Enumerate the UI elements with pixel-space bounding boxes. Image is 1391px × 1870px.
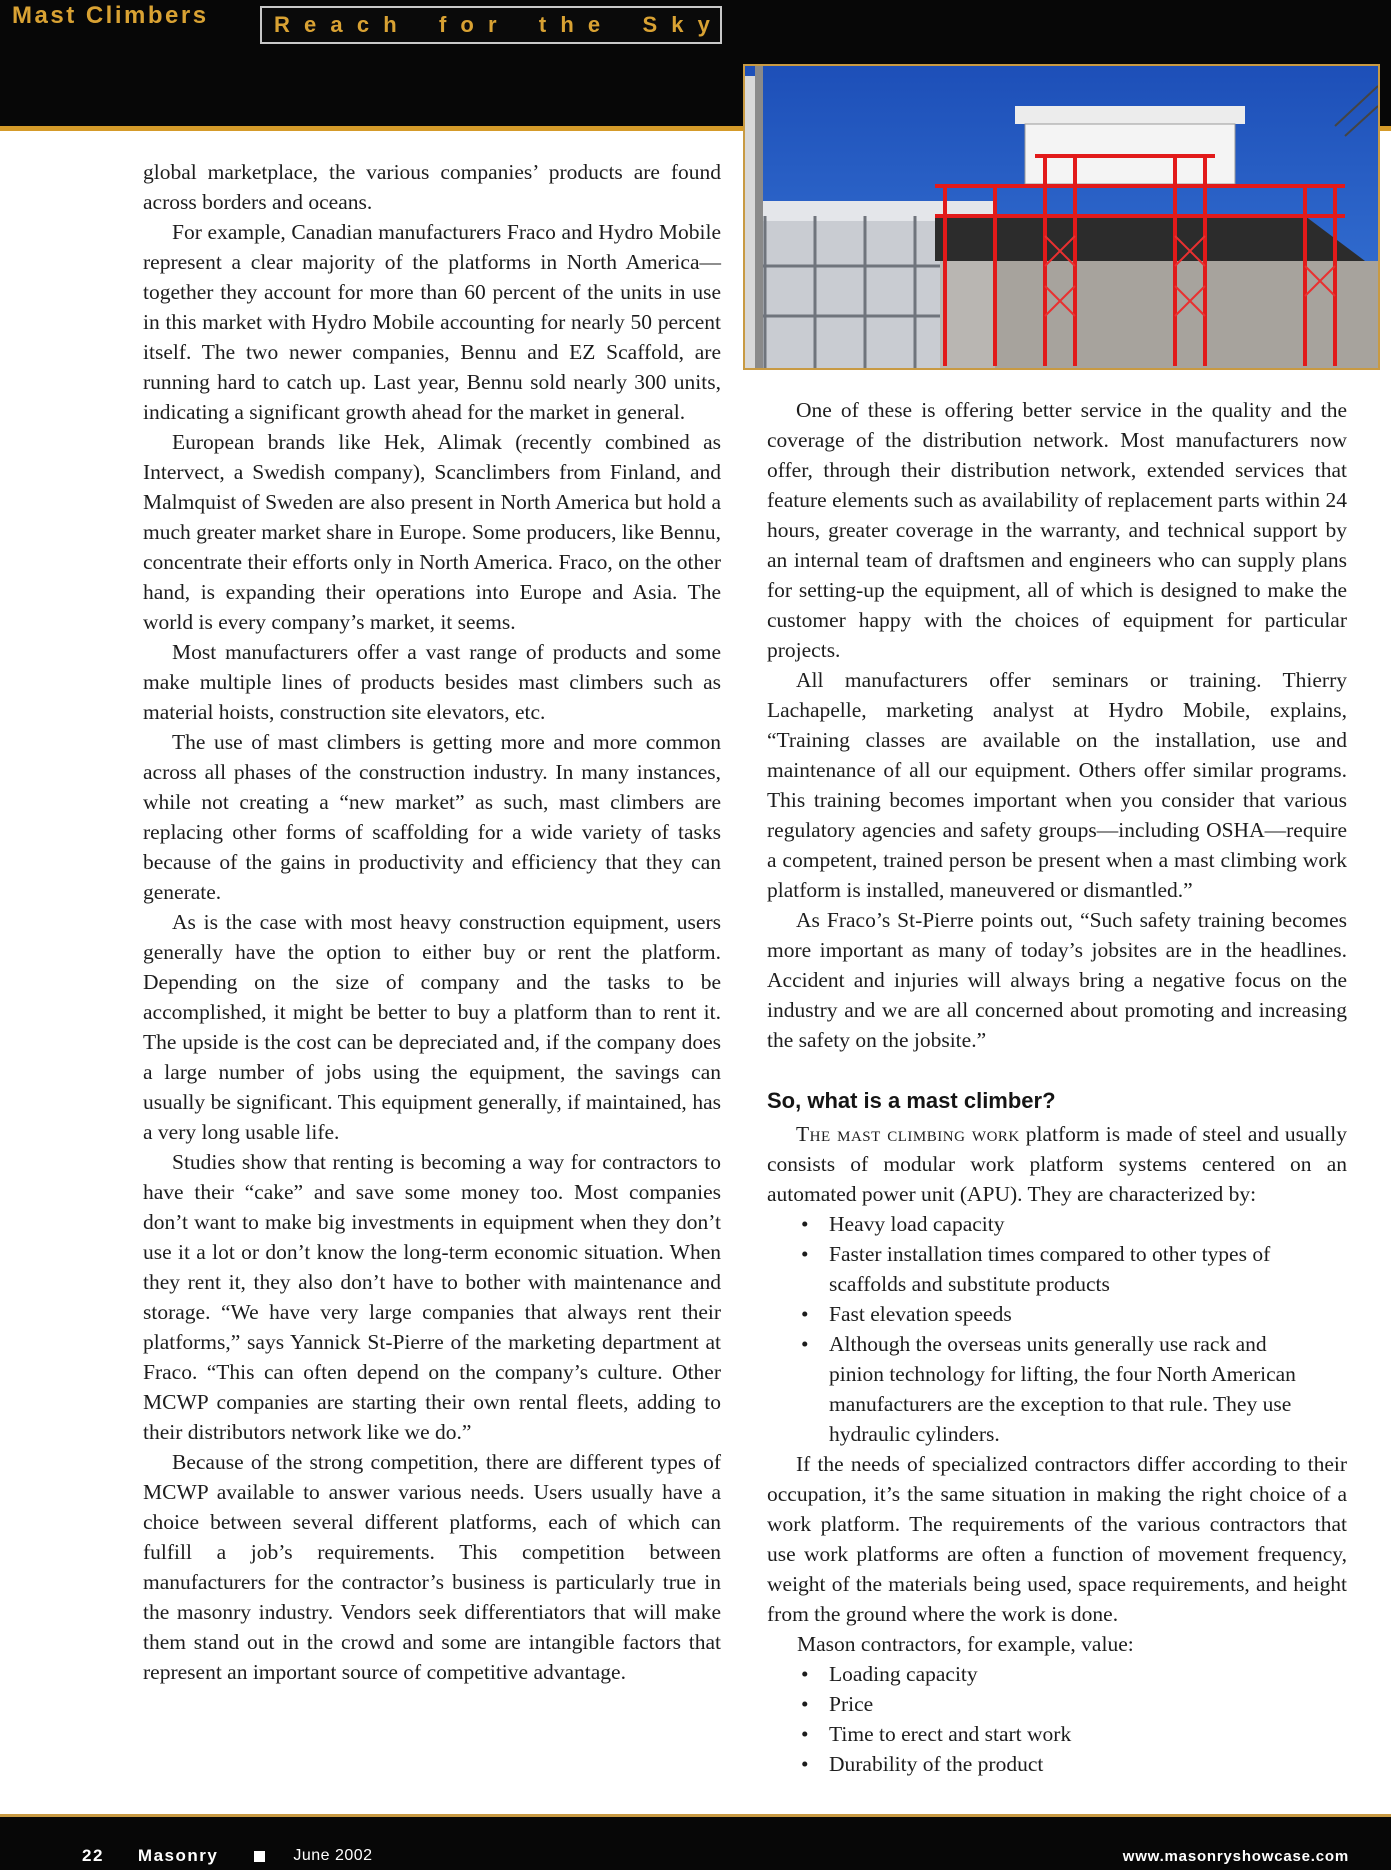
bullet: •: [801, 1302, 809, 1326]
series-letter: e: [304, 12, 317, 37]
list-item: [767, 1209, 1347, 1239]
lead-in-smallcaps: The mast climbing work: [796, 1122, 1020, 1146]
list-item: [767, 1329, 1347, 1449]
list-item-text: Price: [829, 1692, 874, 1716]
footer-rule: [0, 1814, 1391, 1817]
series-letter: h: [560, 12, 574, 37]
section-heading: So, what is a mast climber?: [767, 1088, 1056, 1113]
bullet: •: [801, 1692, 809, 1716]
right-column: [767, 395, 1347, 1779]
series-letter: c: [356, 12, 370, 37]
paragraph: As is the case with most heavy construction equipment, users generally have the option to either buy or rent the platform. Depending on the size of company and the tasks to be accomplished, it might be better to buy a platform than to rent it. The upside is the cost can be depreciated and, if the company does a large number of jobs using the equipment, the savings can usually be significant. This equipment generally, if maintained, has a very long usable life.: [143, 910, 721, 1144]
characteristics-list: [767, 1209, 1347, 1449]
paragraph: Because of the strong competition, there are different types of MCWP available to answer various needs. Users usually have a choice between several different platforms, each of which can fulfill a job’s requirements. This competition between manufacturers for the contractor’s business is particularly true in the masonry industry. Vendors seek differentiators that will make them stand out in the crowd and some are intangible factors that represent an important source of competitive advantage.: [143, 1450, 721, 1684]
lead-in-text: platform is made of steel and usually consists of modular work platform systems centered on an automated power unit (APU). They are characterized by:: [767, 1122, 1348, 1206]
mason-values-list: [767, 1659, 1347, 1779]
section-title: Mast Climbers: [12, 2, 209, 29]
series-letter: S: [642, 12, 658, 37]
issue-date: June 2002: [293, 1847, 373, 1864]
series-letter: r: [488, 12, 497, 37]
list-item: [767, 1659, 1347, 1689]
list-item: [767, 1749, 1347, 1779]
list-item-text: Although the overseas units generally use rack and pinion technology for lifting, the four North American manufacturers are the exception to that rule. They use hydraulic cylinders.: [829, 1332, 1296, 1446]
bullet: •: [801, 1212, 809, 1236]
paragraph: One of these is offering better service in the quality and the coverage of the distribution network. Most manufacturers now offer, through their distribution network, extended services that feature elements such as availability of replacement parts within 24 hours, greater coverage in the warranty, and technical support by an internal team of draftsmen and engineers who can supply plans for setting-up the equipment, all of which is designed to make the customer happy with the choices of equipment for particular projects.: [767, 398, 1347, 662]
mast-climber-photo: [743, 64, 1380, 370]
magazine-name: Masonry: [137, 1846, 219, 1865]
paragraph: [767, 1119, 1347, 1209]
bullet: •: [801, 1722, 809, 1746]
paragraph: The use of mast climbers is getting more and more common across all phases of the construction industry. In many instances, while not creating a “new market” as such, mast climbers are replacing other forms of scaffolding for a wide variety of tasks because of the gains in productivity and efficiency that they can generate.: [143, 730, 721, 904]
footer-url[interactable]: www.masonryshowcase.com: [1122, 1848, 1349, 1865]
footer-square-icon: [254, 1851, 265, 1862]
bullet: •: [801, 1752, 809, 1776]
series-letter: e: [587, 12, 601, 37]
paragraph: All manufacturers offer seminars or training. Thierry Lachapelle, marketing analyst at Hydro Mobile, explains, “Training classes are available on the installation, use and maintenance of all our equipment. Others offer similar programs. This training becomes important when you consider that various regulatory agencies and safety groups—including OSHA—require a competent, trained person be present when a mast climbing work platform is installed, maneuvered or dismantled.”: [767, 668, 1347, 902]
list-item-text: Loading capacity: [829, 1662, 978, 1686]
list-item: [767, 1719, 1347, 1749]
list-item-text: Fast elevation speeds: [829, 1302, 1012, 1326]
list-item-text: Faster installation times compared to other types of scaffolds and substitute products: [829, 1242, 1271, 1296]
paragraph: Mason contractors, for example, value:: [797, 1632, 1134, 1656]
series-letter: t: [538, 12, 547, 37]
bullet: •: [801, 1242, 809, 1266]
list-item-text: Time to erect and start work: [829, 1722, 1072, 1746]
series-letter: k: [671, 12, 684, 37]
list-item-text: Heavy load capacity: [829, 1212, 1005, 1236]
list-item: [767, 1689, 1347, 1719]
bullet: •: [801, 1332, 809, 1356]
paragraph: European brands like Hek, Alimak (recently combined as Intervect, a Swedish company), Scanclimbers from Finland, and Malmquist of Sweden are also present in North America but hold a much greater market share in Europe. Some producers, like Bennu, concentrate their efforts only in North America. Fraco, on the other hand, is expanding their operations into Europe and Asia. The world is every company’s market, it seems.: [143, 430, 721, 634]
paragraph: If the needs of specialized contractors differ according to their occupation, it’s the same situation in making the right choice of a work platform. The requirements of the various contractors that use work platforms are often a function of movement frequency, weight of the materials being used, space requirements, and height from the ground where the work is done.: [767, 1452, 1347, 1626]
paragraph: Most manufacturers offer a vast range of products and some make multiple lines of products besides mast climbers such as material hoists, construction site elevators, etc.: [143, 640, 721, 724]
series-letter: y: [697, 12, 710, 37]
paragraph: Studies show that renting is becoming a way for contractors to have their “cake” and save some money too. Most companies don’t want to make big investments in equipment when they don’t use it a lot or don’t know the long-term economic situation. When they rent it, they also don’t have to bother with maintenance and storage. “We have very large companies that always rent their platforms,” says Yannick St-Pierre of the marketing department at Fraco. “This can often depend on the company’s culture. Other MCWP companies are starting their own rental fleets, adding to their distributors network like we do.”: [143, 1150, 721, 1444]
paragraph: As Fraco’s St-Pierre points out, “Such safety training becomes more important as many of today’s jobsites are in the headlines. Accident and injuries will always bring a negative focus on the industry and we are all concerned about promoting and increasing the safety on the jobsite.”: [767, 908, 1347, 1052]
page-number: 22: [82, 1846, 104, 1865]
paragraph: For example, Canadian manufacturers Fraco and Hydro Mobile represent a clear majority of the platforms in North America—together they account for more than 60 percent of the units in use in this market with Hydro Mobile accounting for nearly 50 percent itself. The two newer companies, Bennu and EZ Scaffold, are running hard to catch up. Last year, Bennu sold nearly 300 units, indicating a significant growth ahead for the market in general.: [143, 220, 721, 424]
list-item: [767, 1299, 1347, 1329]
paragraph: global marketplace, the various companies’ products are found across borders and oceans.: [143, 160, 721, 214]
bullet: •: [801, 1662, 809, 1686]
footer-info: [82, 1846, 373, 1866]
series-letter: f: [438, 12, 447, 37]
series-letter: o: [460, 12, 474, 37]
series-letter: a: [330, 12, 343, 37]
left-column: [143, 157, 721, 1687]
list-item: [767, 1239, 1347, 1299]
list-item-text: Durability of the product: [829, 1752, 1044, 1776]
series-letter: h: [383, 12, 397, 37]
series-letter: R: [274, 12, 290, 37]
series-title-box: [260, 6, 722, 44]
